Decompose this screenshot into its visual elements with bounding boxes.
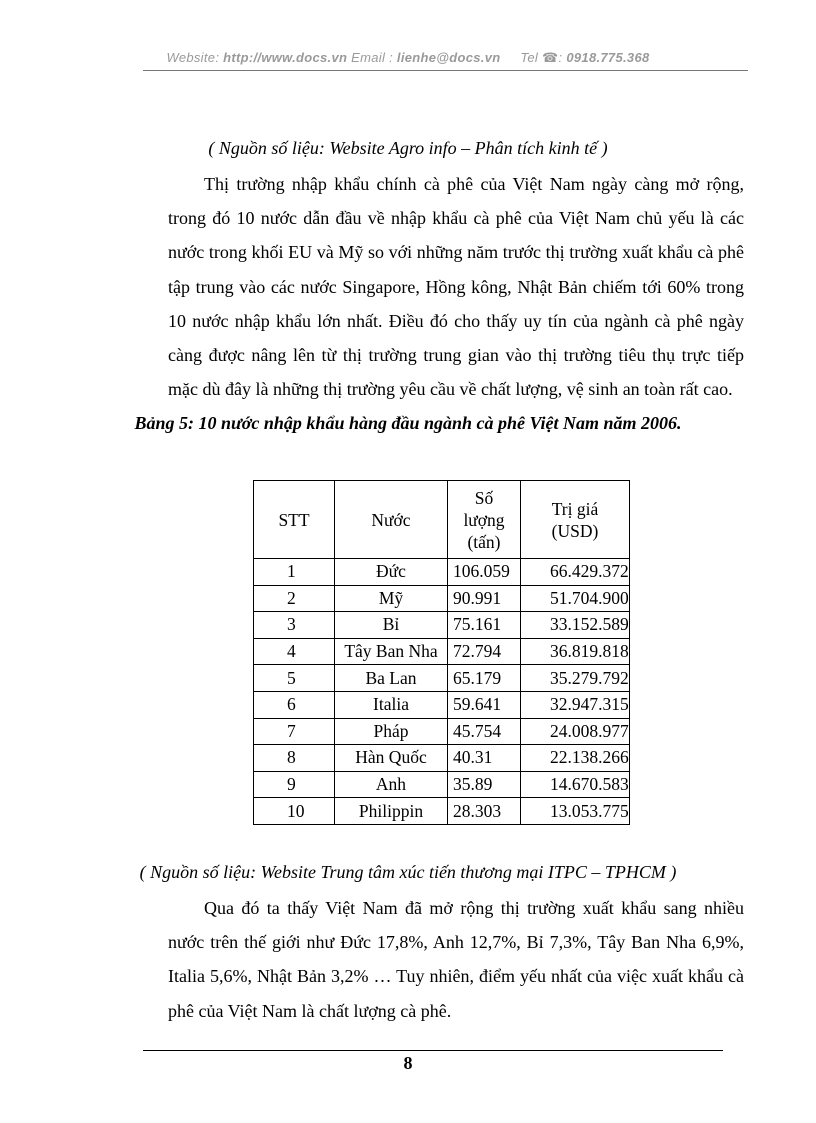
cell-stt: 8 (254, 745, 335, 772)
cell-quantity: 40.31 (448, 745, 521, 772)
table-row (254, 691, 630, 718)
cell-quantity: 45.754 (448, 718, 521, 745)
header-value-line1: Trị giá (551, 498, 599, 519)
table-row (254, 745, 630, 772)
table-row (254, 771, 630, 798)
phone-icon: ☎ (542, 50, 559, 65)
cell-quantity: 75.161 (448, 612, 521, 639)
website-label: Website (166, 50, 216, 65)
cell-stt: 3 (254, 612, 335, 639)
cell-country: Đức (335, 559, 448, 586)
header-quantity-line3: (tấn) (467, 531, 501, 552)
table-caption: Bảng 5: 10 nước nhập khẩu hàng đầu ngành cà phê Việt Nam năm 2006. (134, 413, 682, 433)
cell-value: 66.429.372 (521, 559, 630, 586)
header-stt: STT (254, 481, 335, 559)
cell-country: Hàn Quốc (335, 745, 448, 772)
import-table (253, 480, 630, 825)
cell-quantity: 72.794 (448, 638, 521, 665)
table-header-row (254, 481, 630, 559)
paragraph-market (168, 167, 744, 406)
cell-quantity: 65.179 (448, 665, 521, 692)
cell-quantity: 90.991 (448, 585, 521, 612)
cell-stt: 2 (254, 585, 335, 612)
page-header: Website: http://www.docs.vn Email : lienhe@docs.vn Tel ☎: 0918.775.368 (166, 50, 650, 65)
header-value-line2: (USD) (551, 520, 599, 541)
cell-value: 24.008.977 (521, 718, 630, 745)
header-value (521, 481, 630, 559)
paragraph-conclusion (168, 891, 744, 1028)
cell-country: Mỹ (335, 585, 448, 612)
cell-stt: 9 (254, 771, 335, 798)
table-row (254, 665, 630, 692)
header-quantity-line2: lượng (463, 509, 505, 530)
cell-quantity: 106.059 (448, 559, 521, 586)
cell-quantity: 35.89 (448, 771, 521, 798)
cell-value: 14.670.583 (521, 771, 630, 798)
footer-rule (143, 1050, 723, 1051)
email-link[interactable]: lienhe@docs.vn (396, 50, 501, 65)
cell-stt: 5 (254, 665, 335, 692)
table-body (254, 559, 630, 825)
cell-stt: 4 (254, 638, 335, 665)
cell-quantity: 28.303 (448, 798, 521, 825)
cell-quantity: 59.641 (448, 691, 521, 718)
page-number: 8 (403, 1053, 413, 1073)
cell-stt: 1 (254, 559, 335, 586)
header-country: Nước (335, 481, 448, 559)
table-row (254, 638, 630, 665)
source-note-top: ( Nguồn số liệu: Website Agro info – Phân tích kinh tế ) (208, 138, 608, 158)
tel-label: Tel (520, 50, 539, 65)
cell-stt: 10 (254, 798, 335, 825)
cell-value: 36.819.818 (521, 638, 630, 665)
cell-stt: 7 (254, 718, 335, 745)
cell-value: 32.947.315 (521, 691, 630, 718)
email-label: Email (351, 50, 386, 65)
cell-country: Tây Ban Nha (335, 638, 448, 665)
source-note-bottom: ( Nguồn số liệu: Website Trung tâm xúc tiến thương mại ITPC – TPHCM ) (139, 862, 677, 882)
cell-value: 13.053.775 (521, 798, 630, 825)
cell-country: Ba Lan (335, 665, 448, 692)
header-rule (143, 70, 748, 71)
cell-country: Pháp (335, 718, 448, 745)
cell-value: 22.138.266 (521, 745, 630, 772)
table-row (254, 585, 630, 612)
paragraph-market-text: Thị trường nhập khẩu chính cà phê của Việt Nam ngày càng mở rộng, trong đó 10 nước dẫn đầu về nhập khẩu cà phê của Việt Nam chủ yếu là các nước trong khối EU và Mỹ so với những năm trước thị trường xuất khẩu cà phê tập trung vào các nước Singapore, Hồng kông, Nhật Bản chiếm tới 60% trong 10 nước nhập khẩu lớn nhất. Điều đó cho thấy uy tín của ngành cà phê ngày càng được nâng lên từ thị trường trung gian vào thị trường tiêu thụ trực tiếp mặc dù đây là những thị trường yêu cầu về chất lượng, vệ sinh an toàn rất cao. (168, 174, 744, 400)
cell-stt: 6 (254, 691, 335, 718)
cell-country: Anh (335, 771, 448, 798)
cell-value: 51.704.900 (521, 585, 630, 612)
paragraph-conclusion-text: Qua đó ta thấy Việt Nam đã mở rộng thị trường xuất khẩu sang nhiều nước trên thế giới như Đức 17,8%, Anh 12,7%, Bỉ 7,3%, Tây Ban Nha 6,9%, Italia 5,6%, Nhật Bản 3,2% … Tuy nhiên, điểm yếu nhất của việc xuất khẩu cà phê của Việt Nam là chất lượng cà phê. (168, 898, 744, 1021)
cell-country: Philippin (335, 798, 448, 825)
table-row (254, 559, 630, 586)
table-row (254, 612, 630, 639)
header-quantity (448, 481, 521, 559)
cell-country: Italia (335, 691, 448, 718)
cell-value: 35.279.792 (521, 665, 630, 692)
cell-value: 33.152.589 (521, 612, 630, 639)
table-row (254, 798, 630, 825)
tel-value: 0918.775.368 (566, 50, 650, 65)
table-row (254, 718, 630, 745)
cell-country: Bỉ (335, 612, 448, 639)
header-quantity-line1: Số (474, 487, 494, 508)
website-link[interactable]: http://www.docs.vn (223, 50, 348, 65)
